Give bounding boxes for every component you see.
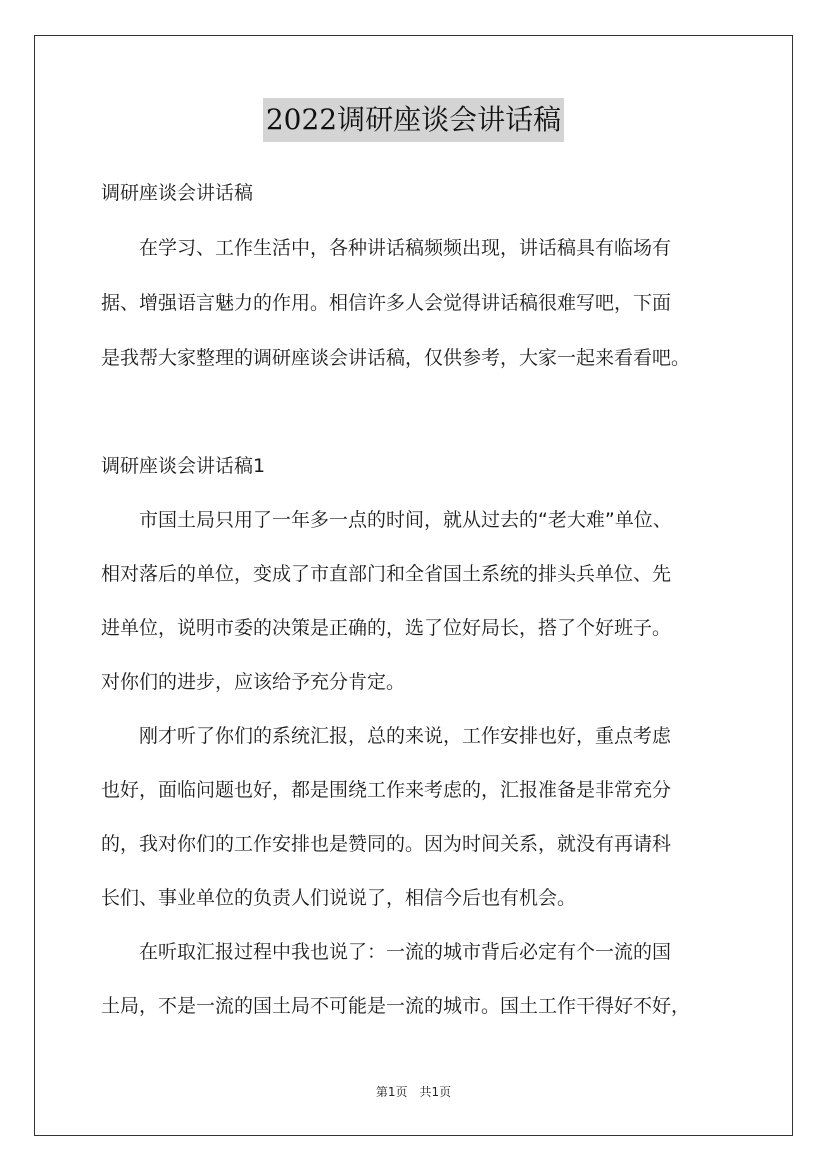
- paragraph-line: 长们、事业单位的负责人们说说了，相信今后也有机会。: [101, 887, 577, 909]
- paragraph-line: 市国土局只用了一年多一点的时间，就从过去的“老大难”单位、: [101, 509, 672, 531]
- paragraph-line: 进单位，说明市委的决策是正确的，选了位好局长，搭了个好班子。: [101, 617, 672, 639]
- paragraph-line: 相对落后的单位，变成了市直部门和全省国土系统的排头兵单位、先: [101, 563, 672, 585]
- title-container: [0, 98, 827, 142]
- paragraph-line: 也好，面临问题也好，都是围绕工作来考虑的，汇报准备是非常充分: [101, 779, 672, 801]
- paragraph-line: 在听取汇报过程中我也说了：一流的城市背后必定有个一流的国: [101, 941, 672, 963]
- page-footer: 第1页 共1页: [375, 1085, 452, 1099]
- document-subtitle: 调研座谈会讲话稿: [101, 182, 254, 204]
- intro-line: 是我帮大家整理的调研座谈会讲话稿，仅供参考，大家一起来看看吧。: [101, 347, 691, 369]
- paragraph-line: 对你们的进步，应该给予充分肯定。: [101, 671, 406, 693]
- paragraph-line: 刚才听了你们的系统汇报，总的来说，工作安排也好，重点考虑: [101, 725, 672, 747]
- intro-line: 在学习、工作生活中，各种讲话稿频频出现，讲话稿具有临场有: [101, 237, 672, 259]
- intro-line: 据、增强语言魅力的作用。相信许多人会觉得讲话稿很难写吧，下面: [101, 292, 672, 314]
- section-heading: 调研座谈会讲话稿1: [101, 455, 266, 477]
- document-title: 2022调研座谈会讲话稿: [263, 98, 564, 142]
- paragraph-line: 的，我对你们的工作安排也是赞同的。因为时间关系，就没有再请科: [101, 833, 672, 855]
- paragraph-line: 土局，不是一流的国土局不可能是一流的城市。国土工作干得好不好，: [101, 995, 691, 1017]
